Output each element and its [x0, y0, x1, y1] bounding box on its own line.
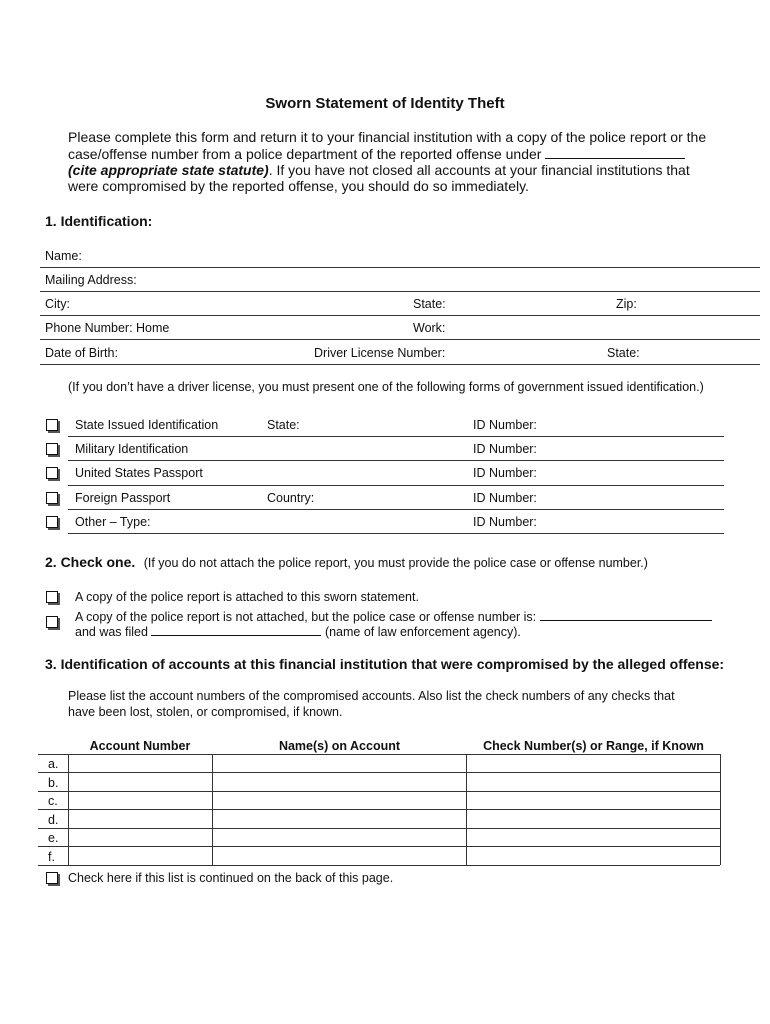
us-passport-label: United States Passport	[75, 466, 203, 480]
report-not-attached-text: A copy of the police report is not attached, but the police case or offense number is:	[75, 610, 537, 624]
city-label: City:	[45, 297, 70, 311]
military-id-number-label: ID Number:	[473, 442, 537, 456]
section-2-note: (If you do not attach the police report, you must provide the police case or offense number.)	[143, 556, 648, 570]
row-label-b: b.	[48, 776, 59, 790]
report-attached-label: A copy of the police report is attached to this sworn statement.	[75, 590, 419, 604]
foreign-passport-country-label: Country:	[267, 491, 315, 505]
zip-label: Zip:	[616, 297, 637, 311]
state-id-label: State Issued Identification	[75, 418, 219, 432]
other-id-line[interactable]	[68, 533, 724, 534]
intro-line-1: Please complete this form and return it to your financial institution with a copy of the police report or the	[68, 129, 707, 145]
military-id-label: Military Identification	[75, 442, 189, 456]
table-col-divider	[466, 754, 467, 865]
report-not-attached-line-1	[75, 608, 712, 624]
table-row-line	[38, 772, 720, 773]
checkbox-state-id[interactable]	[46, 419, 58, 431]
intro-line-2-text: case/offense number from a police department of the reported offense under	[68, 146, 542, 162]
id-note: (If you don’t have a driver license, you must present one of the following forms of government issued identification.)	[68, 380, 704, 394]
state-id-state-label: State:	[267, 418, 300, 432]
other-id-number-label: ID Number:	[473, 515, 537, 529]
agency-blank[interactable]	[151, 623, 321, 636]
filed-with-text: and was filed	[75, 625, 148, 639]
statute-cite: (cite appropriate state statute)	[68, 162, 269, 178]
table-row-line	[38, 865, 720, 866]
table-row-line	[38, 828, 720, 829]
row-label-a: a.	[48, 757, 59, 771]
dl-state-label: State:	[607, 346, 640, 360]
checkbox-report-attached[interactable]	[46, 591, 58, 603]
mailing-address-line[interactable]	[40, 291, 760, 292]
intro-line-2	[68, 146, 685, 162]
table-col-divider	[212, 754, 213, 865]
dob-line[interactable]	[40, 364, 760, 365]
name-field-line[interactable]	[40, 267, 760, 268]
other-id-label: Other – Type:	[75, 515, 151, 529]
row-label-d: d.	[48, 813, 59, 827]
checkbox-foreign-passport[interactable]	[46, 492, 58, 504]
us-passport-number-label: ID Number:	[473, 466, 537, 480]
checkbox-list-continued[interactable]	[46, 872, 58, 884]
list-continued-label: Check here if this list is continued on the back of this page.	[68, 871, 394, 885]
checkbox-other-id[interactable]	[46, 516, 58, 528]
report-not-attached-line-2	[75, 623, 521, 639]
state-label: State:	[413, 297, 446, 311]
table-row-line	[38, 846, 720, 847]
foreign-passport-number-label: ID Number:	[473, 491, 537, 505]
military-id-line[interactable]	[68, 460, 724, 461]
intro-line-3-text: . If you have not closed all accounts at your financial institutions that	[268, 162, 690, 178]
intro-line-4: were compromised by the reported offense, you should do so immediately.	[68, 178, 529, 194]
col-account-number: Account Number	[89, 739, 191, 753]
table-row-line	[38, 809, 720, 810]
col-check-numbers: Check Number(s) or Range, if Known	[483, 739, 704, 753]
phone-line[interactable]	[40, 339, 760, 340]
checkbox-us-passport[interactable]	[46, 467, 58, 479]
phone-home-label: Phone Number: Home	[45, 321, 170, 335]
checkbox-military-id[interactable]	[46, 443, 58, 455]
section-3-note-2: have been lost, stolen, or compromised, if known.	[68, 705, 343, 719]
case-number-blank[interactable]	[540, 608, 712, 621]
checkbox-report-not-attached[interactable]	[46, 616, 58, 628]
foreign-passport-label: Foreign Passport	[75, 491, 171, 505]
agency-hint: (name of law enforcement agency).	[324, 625, 521, 639]
section-1-heading: 1. Identification:	[45, 213, 153, 229]
us-passport-line[interactable]	[68, 485, 724, 486]
name-label: Name:	[45, 249, 82, 263]
page-title: Sworn Statement of Identity Theft	[265, 95, 505, 112]
table-row-line	[38, 791, 720, 792]
row-label-c: c.	[48, 794, 58, 808]
foreign-passport-line[interactable]	[68, 509, 724, 510]
table-col-divider	[68, 754, 69, 865]
table-col-divider	[720, 754, 721, 865]
dob-label: Date of Birth:	[45, 346, 118, 360]
statute-blank[interactable]	[545, 146, 685, 159]
state-id-line[interactable]	[68, 436, 724, 437]
row-label-e: e.	[48, 831, 59, 845]
table-header-line	[38, 754, 720, 755]
row-label-f: f.	[48, 850, 55, 864]
state-id-number-label: ID Number:	[473, 418, 537, 432]
mailing-address-label: Mailing Address:	[45, 273, 137, 287]
section-3-note-1: Please list the account numbers of the compromised accounts. Also list the check numbers of any checks that	[68, 689, 675, 703]
col-names-on-account: Name(s) on Account	[278, 739, 401, 753]
city-state-zip-line[interactable]	[40, 315, 760, 316]
section-2-heading: 2. Check one.	[45, 554, 136, 570]
section-3-heading: 3. Identification of accounts at this financial institution that were compromised by the alleged offense:	[45, 656, 725, 672]
intro-line-3	[68, 162, 690, 178]
driver-license-label: Driver License Number:	[314, 346, 446, 360]
section-2-header	[45, 554, 648, 572]
phone-work-label: Work:	[413, 321, 446, 335]
